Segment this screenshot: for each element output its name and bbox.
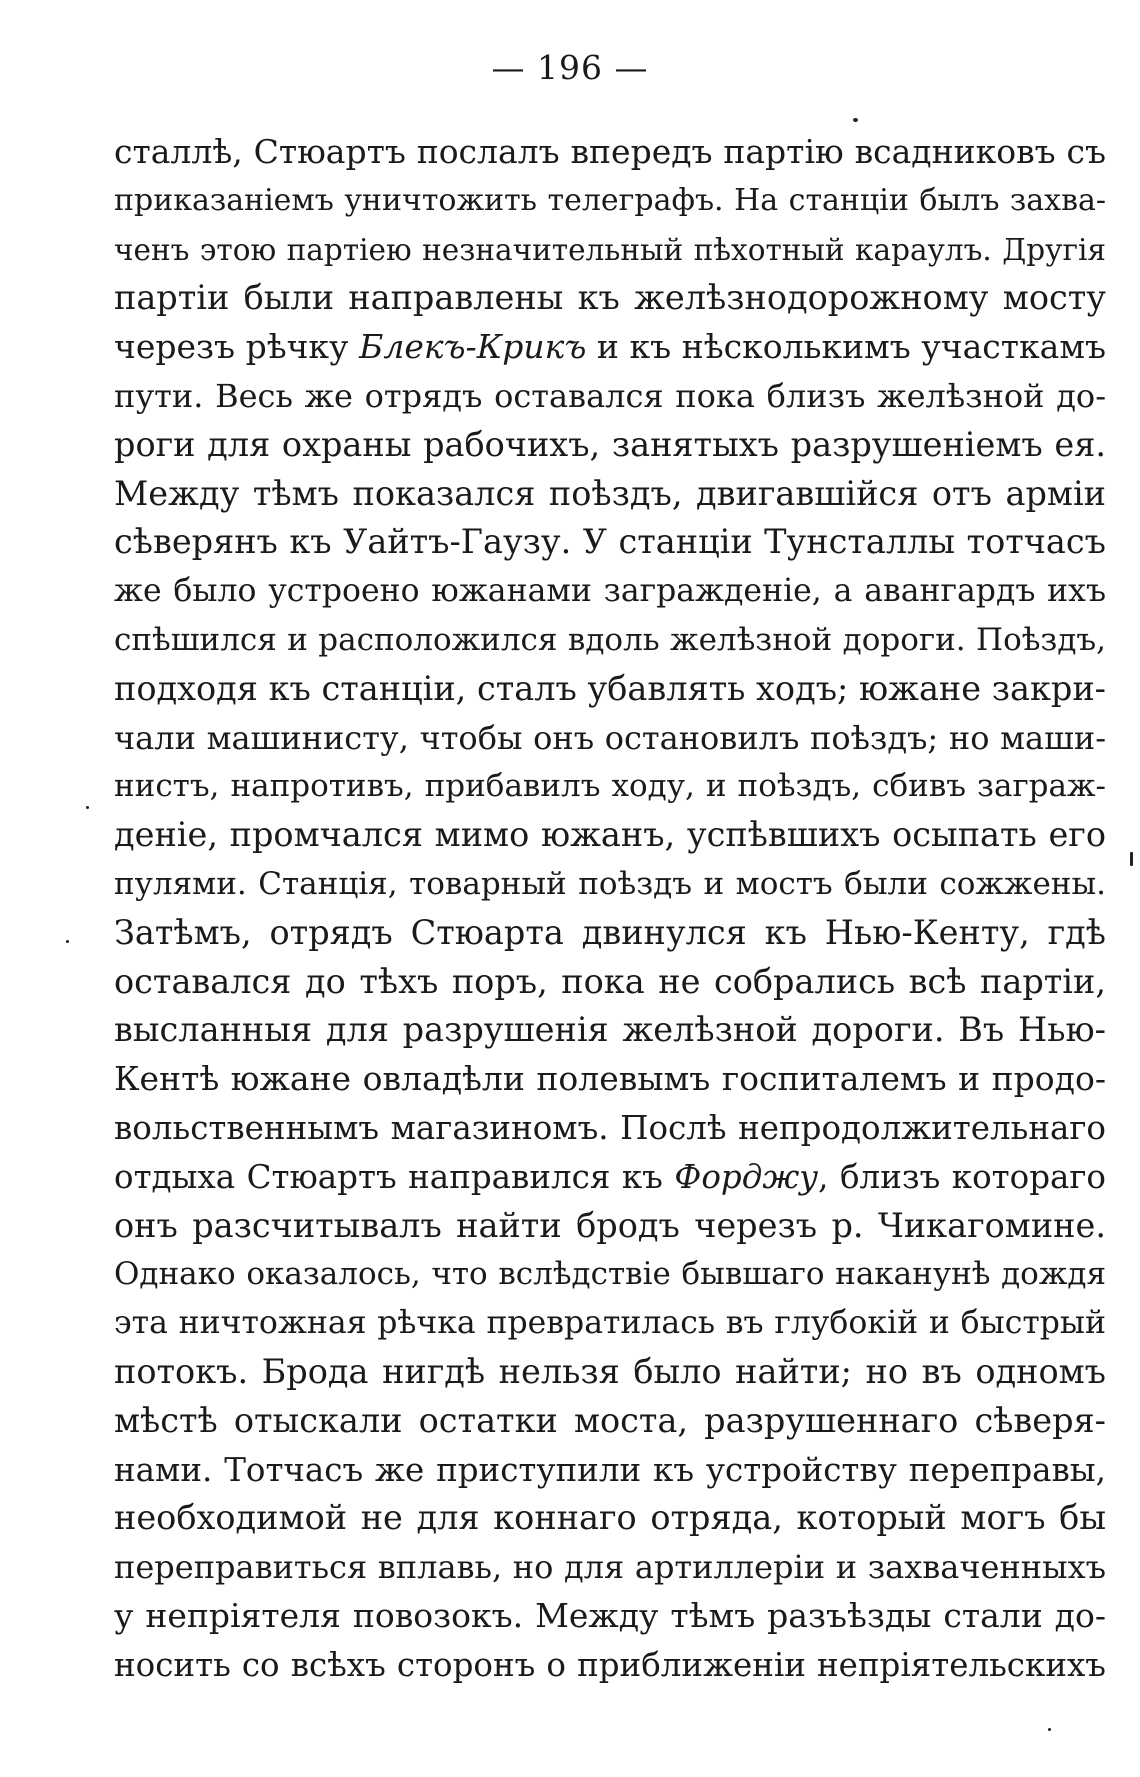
text-line: вольственнымъ магазиномъ. Послѣ непродолжительнаго <box>114 1108 1106 1147</box>
text-line: нами. Тотчасъ же приступили къ устройству переправы, <box>114 1450 1106 1489</box>
text-line: подходя къ станціи, сталъ убавлять ходъ; южане закри- <box>114 668 1106 708</box>
text-line: онъ разсчитывалъ найти бродъ черезъ р. Чикагомине. <box>114 1205 1106 1245</box>
italic-place-name: Форджу <box>674 1157 819 1196</box>
text-line: переправиться вплавь, но для артиллеріи и захваченныхъ <box>114 1548 1106 1587</box>
text-line: партіи были направлены къ желѣзнодорожному мосту <box>114 278 1106 318</box>
text-line: роги для охраны рабочихъ, занятыхъ разрушеніемъ ея. <box>114 424 1106 464</box>
text-line: эта ничтожная рѣчка превратилась въ глубокій и быстрый <box>114 1305 1106 1342</box>
text-line: же было устроено южанами загражденіе, а авангардъ ихъ <box>114 573 1106 610</box>
text-line: необходимой не для коннаго отряда, который могъ бы <box>114 1498 1106 1538</box>
text-line: пулями. Станція, товарный поѣздъ и мостъ были сожжены. <box>114 865 1106 902</box>
scan-speck <box>853 118 858 122</box>
text-line: сѣверянъ къ Уайтъ-Гаузу. У станціи Тунсталлы тотчасъ <box>114 522 1106 562</box>
body-text <box>114 128 1106 1690</box>
text-line: высланныя для разрушенія желѣзной дороги. Въ Нью- <box>114 1010 1106 1050</box>
text-line: носить со всѣхъ сторонъ о приближеніи непріятельскихъ <box>114 1645 1106 1684</box>
text-line: оставался до тѣхъ поръ, пока не собрались всѣ партіи, <box>114 961 1106 1001</box>
scan-speck <box>1048 1728 1051 1731</box>
text-line: Между тѣмъ показался поѣздъ, двигавшійся отъ арміи <box>114 473 1106 513</box>
text-line: мѣстѣ отыскали остатки моста, разрушеннаго сѣверя- <box>114 1400 1106 1440</box>
text-line: приказаніемъ уничтожить телеграфъ. На станціи былъ захва- <box>114 182 1106 218</box>
text-line: спѣшился и расположился вдоль желѣзной дороги. Поѣздъ, <box>114 621 1106 658</box>
text-line: у непріятеля повозокъ. Между тѣмъ разъѣзды стали до- <box>114 1595 1106 1635</box>
text-line: Однако оказалось, что вслѣдствіе бывшаго наканунѣ дождя <box>114 1256 1106 1293</box>
text-line: потокъ. Брода нигдѣ нельзя было найти; но въ одномъ <box>114 1351 1106 1391</box>
text-line: пути. Весь же отрядъ оставался пока близъ желѣзной до- <box>114 376 1106 415</box>
text-line: сталлѣ, Стюартъ послалъ впередъ партію всадниковъ съ <box>114 132 1106 171</box>
text-line: нистъ, напротивъ, прибавилъ ходу, и поѣздъ, сбивъ заграж- <box>114 768 1106 805</box>
scan-speck <box>1130 852 1133 866</box>
text-line: деніе, промчался мимо южанъ, успѣвшихъ осыпать его <box>114 815 1106 855</box>
text-line: ченъ этою партіею незначительный пѣхотный караулъ. Другія <box>114 232 1106 267</box>
text-line: Кентѣ южане овладѣли полевымъ госпиталемъ и продо- <box>114 1059 1106 1099</box>
scan-speck <box>86 806 89 809</box>
page-number: — 196 — <box>491 48 649 87</box>
text-line: черезъ рѣчку Блекъ-Крикъ и къ нѣсколькимъ участкамъ <box>114 327 1106 367</box>
text-line: отдыха Стюартъ направился къ Форджу, близъ котораго <box>114 1157 1106 1196</box>
italic-place-name: Блекъ-Крикъ <box>359 327 587 367</box>
text-line: чали машинисту, чтобы онъ остановилъ поѣздъ; но маши- <box>114 718 1106 757</box>
scan-speck <box>66 940 69 943</box>
text-line: Затѣмъ, отрядъ Стюарта двинулся къ Нью-Кенту, гдѣ <box>114 912 1106 952</box>
